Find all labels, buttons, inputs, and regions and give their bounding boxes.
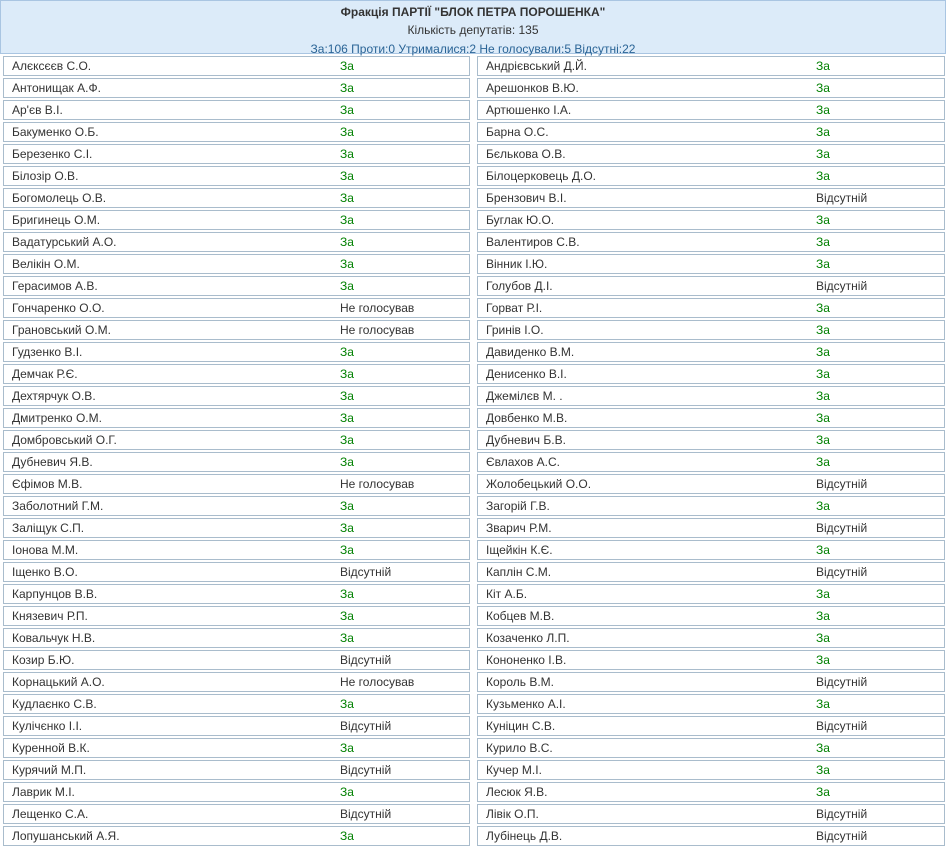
deputy-vote: Не голосував (340, 675, 415, 689)
deputy-row (477, 606, 945, 626)
deputy-name: Антонищак А.Ф. (12, 81, 101, 95)
deputy-name: Білозір О.В. (12, 169, 79, 183)
deputy-row (3, 496, 470, 516)
deputy-name: Дехтярчук О.В. (12, 389, 96, 403)
deputy-row (3, 232, 470, 252)
deputy-name: Кузьменко А.І. (486, 697, 566, 711)
deputy-vote: За (816, 213, 830, 227)
deputy-name: Зварич Р.М. (486, 521, 552, 535)
deputy-vote: Відсутній (816, 477, 868, 491)
deputy-name: Дмитренко О.М. (12, 411, 102, 425)
deputy-name: Кононенко І.В. (486, 653, 567, 667)
deputy-row (477, 232, 945, 252)
deputy-row (477, 694, 945, 714)
deputy-name: Козир Б.Ю. (12, 653, 75, 667)
deputy-vote: За (340, 829, 354, 843)
deputy-vote: За (340, 235, 354, 249)
deputy-vote: Відсутній (816, 521, 868, 535)
deputy-vote: За (340, 125, 354, 139)
deputy-vote: За (816, 147, 830, 161)
deputy-name: Давиденко В.М. (486, 345, 575, 359)
deputy-row (3, 254, 470, 274)
deputy-name: Богомолець О.В. (12, 191, 107, 205)
deputy-vote: За (816, 763, 830, 777)
deputy-row (3, 452, 470, 472)
deputy-row (3, 716, 470, 736)
deputy-name: Загорій Г.В. (486, 499, 550, 513)
deputy-vote: За (816, 609, 830, 623)
deputy-name: Бакуменко О.Б. (12, 125, 99, 139)
deputy-name: Лопушанський А.Я. (12, 829, 120, 843)
deputy-vote: За (816, 631, 830, 645)
deputy-vote: За (816, 587, 830, 601)
deputy-row (3, 804, 470, 824)
deputy-row (3, 100, 470, 120)
deputy-vote: Відсутній (340, 763, 392, 777)
deputy-row (477, 672, 945, 692)
deputy-vote: За (340, 367, 354, 381)
deputy-vote: За (340, 279, 354, 293)
deputy-name: Лещенко С.А. (12, 807, 89, 821)
deputy-name: Куніцин С.В. (486, 719, 556, 733)
deputy-name: Барна О.С. (486, 125, 549, 139)
deputy-name: Грановський О.М. (12, 323, 111, 337)
deputy-name: Арешонков В.Ю. (486, 81, 579, 95)
deputy-row (3, 408, 470, 428)
deputy-name: Заліщук С.П. (12, 521, 85, 535)
deputy-row (477, 408, 945, 428)
deputy-name: Кулічєнко І.І. (12, 719, 83, 733)
deputy-row (3, 606, 470, 626)
deputy-row (477, 716, 945, 736)
deputy-vote: За (340, 257, 354, 271)
deputy-row (477, 122, 945, 142)
deputy-vote: За (816, 499, 830, 513)
deputy-vote: За (340, 389, 354, 403)
deputy-name: Князевич Р.П. (12, 609, 88, 623)
deputy-vote: За (816, 81, 830, 95)
deputy-name: Лівік О.П. (486, 807, 539, 821)
deputy-vote: Відсутній (816, 279, 868, 293)
deputy-vote: За (816, 257, 830, 271)
deputy-name: Жолобецький О.О. (486, 477, 592, 491)
deputy-name: Лубінець Д.В. (486, 829, 563, 843)
deputy-vote: За (340, 191, 354, 205)
deputy-row (477, 452, 945, 472)
deputy-row (477, 342, 945, 362)
deputy-vote: Не голосував (340, 301, 415, 315)
deputy-name: Валентиров С.В. (486, 235, 580, 249)
deputy-vote: Не голосував (340, 323, 415, 337)
deputy-name: Заболотний Г.М. (12, 499, 104, 513)
deputy-name: Куренной В.К. (12, 741, 90, 755)
deputy-vote: Відсутній (340, 807, 392, 821)
deputy-vote: За (340, 631, 354, 645)
deputy-name: Козаченко Л.П. (486, 631, 570, 645)
deputy-vote: За (340, 59, 354, 73)
deputy-vote: За (816, 367, 830, 381)
deputy-name: Бєлькова О.В. (486, 147, 566, 161)
deputy-row (477, 628, 945, 648)
deputy-row (3, 364, 470, 384)
deputy-name: Буглак Ю.О. (486, 213, 555, 227)
deputy-row (477, 100, 945, 120)
deputy-row (477, 364, 945, 384)
deputy-row (3, 694, 470, 714)
deputy-vote: За (816, 125, 830, 139)
deputy-vote: Відсутній (816, 719, 868, 733)
deputy-vote: За (340, 213, 354, 227)
deputy-row (477, 650, 945, 670)
deputy-name: Гончаренко О.О. (12, 301, 105, 315)
deputy-name: Корнацький А.О. (12, 675, 105, 689)
deputy-row (3, 738, 470, 758)
deputy-name: Домбровський О.Г. (12, 433, 117, 447)
deputy-vote: За (340, 433, 354, 447)
deputy-name: Євлахов А.С. (486, 455, 560, 469)
deputy-row (3, 210, 470, 230)
deputy-row (477, 144, 945, 164)
deputy-vote: За (816, 785, 830, 799)
deputy-vote: За (816, 323, 830, 337)
deputy-name: Демчак Р.Є. (12, 367, 78, 381)
deputy-row (3, 78, 470, 98)
deputy-name: Денисенко В.І. (486, 367, 567, 381)
deputy-row (477, 562, 945, 582)
deputy-vote: За (816, 741, 830, 755)
deputy-vote: За (340, 609, 354, 623)
deputy-row (477, 430, 945, 450)
deputy-row (477, 254, 945, 274)
deputy-vote: За (340, 741, 354, 755)
deputy-vote: За (816, 455, 830, 469)
deputy-name: Іщенко В.О. (12, 565, 78, 579)
deputy-row (477, 518, 945, 538)
deputy-row (3, 122, 470, 142)
deputy-row (3, 650, 470, 670)
deputy-row (477, 276, 945, 296)
deputy-vote: За (340, 81, 354, 95)
deputy-vote: За (340, 587, 354, 601)
deputy-vote: За (816, 235, 830, 249)
deputy-row (3, 430, 470, 450)
deputy-vote: За (340, 169, 354, 183)
deputy-name: Курило В.С. (486, 741, 553, 755)
deputy-name: Голубов Д.І. (486, 279, 553, 293)
deputy-vote: Відсутній (816, 191, 868, 205)
deputy-vote: За (816, 389, 830, 403)
deputy-name: Довбенко М.В. (486, 411, 568, 425)
deputy-row (477, 166, 945, 186)
deputy-name: Кудлаєнко С.В. (12, 697, 97, 711)
deputy-row (477, 298, 945, 318)
deputy-name: Дубневич Я.В. (12, 455, 93, 469)
deputy-name: Бригинець О.М. (12, 213, 101, 227)
deputy-row (477, 210, 945, 230)
deputy-vote: За (340, 455, 354, 469)
deputy-vote: За (340, 697, 354, 711)
deputy-row (3, 166, 470, 186)
deputy-vote: Не голосував (340, 477, 415, 491)
deputy-name: Кобцев М.В. (486, 609, 555, 623)
deputy-name: Кіт А.Б. (486, 587, 528, 601)
faction-title: Фракція ПАРТІЇ "БЛОК ПЕТРА ПОРОШЕНКА" (340, 5, 606, 19)
deputy-row (3, 320, 470, 340)
deputy-vote: За (340, 499, 354, 513)
deputy-row (3, 760, 470, 780)
deputy-vote: За (340, 543, 354, 557)
deputy-name: Ар'єв В.І. (12, 103, 63, 117)
deputy-vote: За (816, 345, 830, 359)
deputy-row (3, 826, 470, 846)
deputy-vote: Відсутній (340, 565, 392, 579)
deputy-row (3, 782, 470, 802)
deputy-name: Лаврик М.І. (12, 785, 75, 799)
deputy-vote: За (816, 301, 830, 315)
deputy-name: Кучер М.І. (486, 763, 542, 777)
deputy-row (477, 496, 945, 516)
deputy-vote: Відсутній (340, 719, 392, 733)
deputy-name: Лесюк Я.В. (486, 785, 548, 799)
deputy-name: Дубневич Б.В. (486, 433, 566, 447)
deputy-name: Горват Р.І. (486, 301, 543, 315)
deputy-vote: За (340, 147, 354, 161)
deputy-row (477, 56, 945, 76)
deputy-row (477, 540, 945, 560)
deputy-vote: За (816, 103, 830, 117)
deputy-name: Алєксєєв С.О. (12, 59, 92, 73)
deputy-name: Гринів І.О. (486, 323, 544, 337)
deputy-name: Вадатурський А.О. (12, 235, 117, 249)
deputy-vote: За (340, 785, 354, 799)
deputy-row (3, 540, 470, 560)
deputy-name: Вінник І.Ю. (486, 257, 548, 271)
deputy-row (3, 56, 470, 76)
deputy-row (477, 804, 945, 824)
deputy-row (477, 760, 945, 780)
deputy-row (477, 320, 945, 340)
deputy-row (477, 584, 945, 604)
deputy-name: Андрієвський Д.Й. (486, 59, 587, 73)
deputy-vote: Відсутній (340, 653, 392, 667)
deputy-vote: Відсутній (816, 829, 868, 843)
deputy-name: Велікін О.М. (12, 257, 80, 271)
deputy-vote: За (816, 411, 830, 425)
deputy-row (3, 386, 470, 406)
deputy-vote: За (816, 433, 830, 447)
deputy-name: Курячий М.П. (12, 763, 87, 777)
deputy-row (3, 276, 470, 296)
deputy-vote: За (340, 345, 354, 359)
deputy-name: Березенко С.І. (12, 147, 93, 161)
deputy-vote: За (340, 411, 354, 425)
deputy-name: Брензович В.І. (486, 191, 567, 205)
deputy-vote: Відсутній (816, 807, 868, 821)
deputy-vote: Відсутній (816, 675, 868, 689)
deputy-row (477, 826, 945, 846)
deputy-row (3, 298, 470, 318)
deputy-row (477, 782, 945, 802)
deputy-vote: За (816, 59, 830, 73)
deputy-vote: За (816, 653, 830, 667)
deputy-name: Джемілєв М. . (486, 389, 563, 403)
deputy-vote: За (816, 169, 830, 183)
faction-header (0, 0, 946, 54)
deputy-row (477, 78, 945, 98)
deputy-row (477, 188, 945, 208)
deputy-name: Гудзенко В.І. (12, 345, 83, 359)
deputy-row (3, 628, 470, 648)
vote-summary: За:106 Проти:0 Утрималися:2 Не голосували:5 Відсутні:22 (310, 42, 636, 56)
deputy-row (3, 518, 470, 538)
deputy-name: Ковальчук Н.В. (12, 631, 96, 645)
deputy-vote: За (340, 521, 354, 535)
deputy-row (477, 738, 945, 758)
deputy-row (3, 188, 470, 208)
deputy-vote: За (816, 543, 830, 557)
deputy-vote: Відсутній (816, 565, 868, 579)
deputy-vote: За (340, 103, 354, 117)
deputy-row (3, 672, 470, 692)
deputy-name: Каплін С.М. (486, 565, 552, 579)
deputy-row (3, 144, 470, 164)
deputy-name: Король В.М. (486, 675, 555, 689)
deputy-name: Єфімов М.В. (12, 477, 83, 491)
deputy-row (3, 584, 470, 604)
deputy-name: Артюшенко І.А. (486, 103, 572, 117)
deputy-row (477, 386, 945, 406)
deputy-row (477, 474, 945, 494)
deputy-name: Герасимов А.В. (12, 279, 98, 293)
deputies-count: Кількість депутатів: 135 (407, 23, 539, 37)
deputy-name: Карпунцов В.В. (12, 587, 98, 601)
deputy-name: Іщейкін К.Є. (486, 543, 553, 557)
deputy-row (3, 342, 470, 362)
deputy-name: Іонова М.М. (12, 543, 79, 557)
deputy-row (3, 474, 470, 494)
deputy-row (3, 562, 470, 582)
deputy-vote: За (816, 697, 830, 711)
deputy-name: Білоцерковець Д.О. (486, 169, 596, 183)
